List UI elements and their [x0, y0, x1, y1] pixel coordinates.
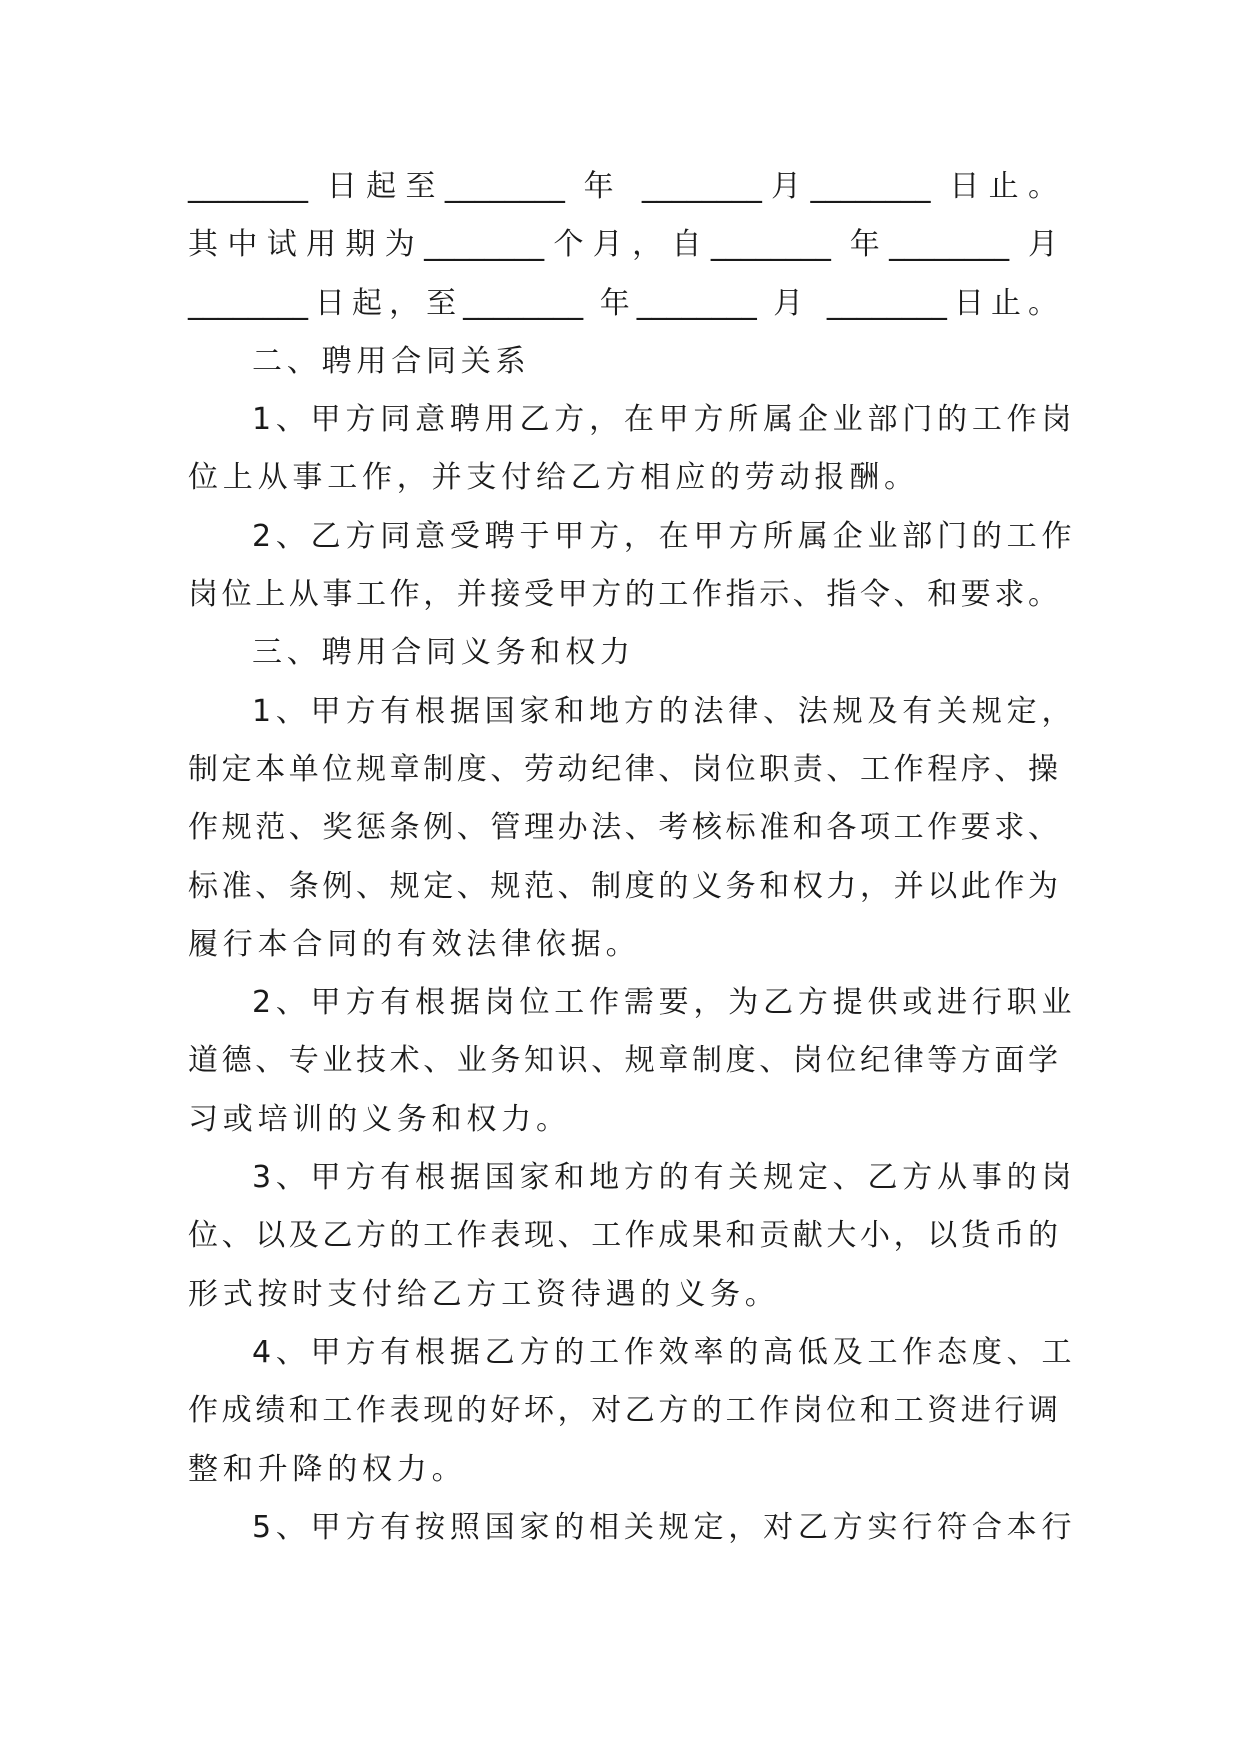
probation-period-line: 其中试用期为________个月，自________ 年________ 月 — [188, 227, 1058, 263]
probation-dates-line: ________日起，至________ 年________ 月 ________日止。 — [188, 285, 1058, 321]
paragraph-line: 履行本合同的有效法律依据。 — [188, 926, 641, 962]
paragraph-line: 2、甲方有根据岗位工作需要，为乙方提供或进行职业 — [252, 985, 1077, 1021]
paragraph-line: 1、甲方同意聘用乙方，在甲方所属企业部门的工作岗 — [252, 402, 1077, 438]
paragraph-line: 位上从事工作，并支付给乙方相应的劳动报酬。 — [188, 460, 919, 496]
document-body — [188, 158, 1077, 1557]
paragraph-line: 5、甲方有按照国家的相关规定，对乙方实行符合本行 — [252, 1509, 1077, 1545]
paragraph-line: 作规范、奖惩条例、管理办法、考核标准和各项工作要求、 — [188, 810, 1058, 846]
section-heading: 三、聘用合同义务和权力 — [252, 635, 635, 671]
paragraph-line: 标准、条例、规定、规范、制度的义务和权力，并以此作为 — [188, 868, 1058, 904]
term-dates-line: ________ 日起至________ 年 ________月________ 日止。 — [188, 169, 1058, 204]
paragraph-line: 习或培训的义务和权力。 — [188, 1101, 571, 1137]
paragraph-line: 3、甲方有根据国家和地方的有关规定、乙方从事的岗 — [252, 1160, 1077, 1196]
paragraph-line: 道德、专业技术、业务知识、规章制度、岗位纪律等方面学 — [188, 1043, 1058, 1079]
paragraph-line: 作成绩和工作表现的好坏，对乙方的工作岗位和工资进行调 — [188, 1393, 1058, 1429]
paragraph-line: 2、乙方同意受聘于甲方，在甲方所属企业部门的工作 — [252, 518, 1077, 554]
paragraph-line: 形式按时支付给乙方工资待遇的义务。 — [188, 1276, 780, 1312]
paragraph-line: 岗位上从事工作，并接受甲方的工作指示、指令、和要求。 — [188, 577, 1058, 613]
paragraph-line: 制定本单位规章制度、劳动纪律、岗位职责、工作程序、操 — [188, 751, 1058, 787]
paragraph-line: 4、甲方有根据乙方的工作效率的高低及工作态度、工 — [252, 1334, 1077, 1370]
paragraph-line: 位、以及乙方的工作表现、工作成果和贡献大小，以货币的 — [188, 1218, 1058, 1254]
section-heading: 二、聘用合同关系 — [252, 343, 531, 379]
paragraph-line: 1、甲方有根据国家和地方的法律、法规及有关规定， — [252, 693, 1077, 729]
paragraph-line: 整和升降的权力。 — [188, 1451, 467, 1487]
